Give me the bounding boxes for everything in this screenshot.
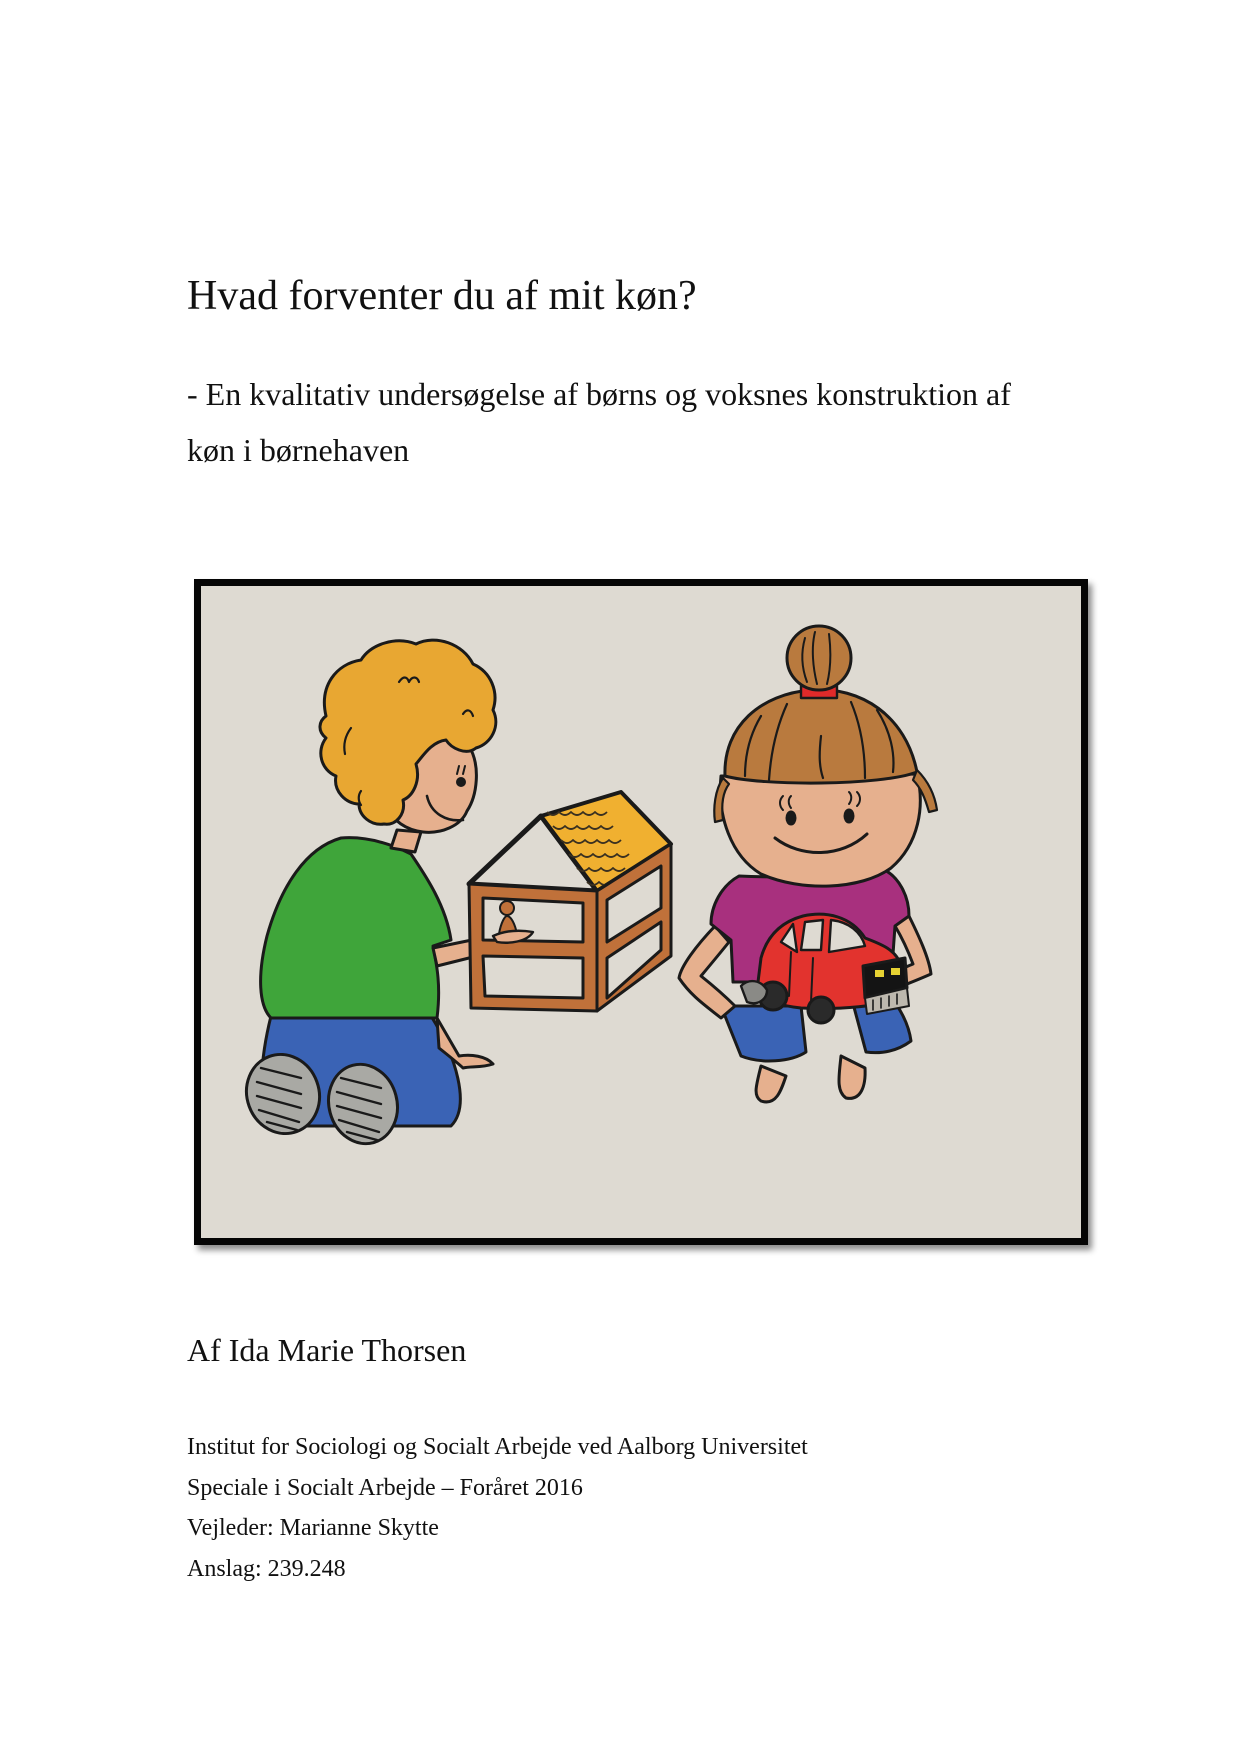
- subtitle-line-2: køn i børnehaven: [187, 432, 410, 468]
- document-info-block: [187, 1427, 808, 1590]
- info-thesis: Speciale i Socialt Arbejde – Foråret 2016: [187, 1474, 583, 1501]
- document-author: Af Ida Marie Thorsen: [187, 1332, 467, 1368]
- document-subtitle: [187, 366, 1087, 478]
- document-title: Hvad forventer du af mit køn?: [187, 273, 697, 319]
- info-supervisor: Vejleder: Marianne Skytte: [187, 1515, 439, 1542]
- subtitle-line-1: - En kvalitativ undersøgelse af børns og voksnes konstruktion af: [187, 376, 1011, 412]
- cover-illustration: [194, 579, 1088, 1245]
- illustration-drawing: [201, 586, 1081, 1238]
- info-character-count: Anslag: 239.248: [187, 1556, 346, 1583]
- info-institute: Institut for Sociologi og Socialt Arbejde ved Aalborg Universitet: [187, 1434, 808, 1460]
